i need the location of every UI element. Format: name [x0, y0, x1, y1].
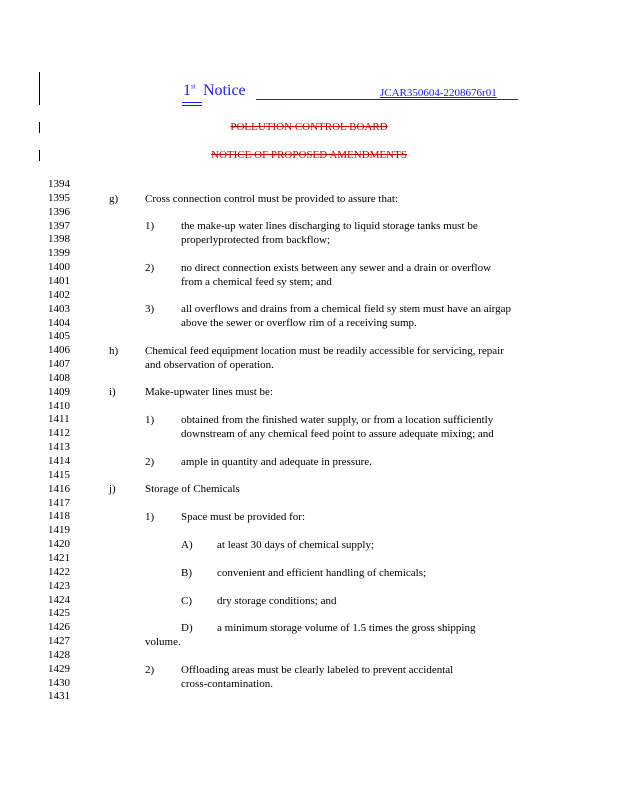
line-number: 1406 [48, 344, 70, 357]
line-number: 1415 [48, 468, 70, 481]
line-number: 1428 [48, 648, 70, 661]
item-text: downstream of any chemical feed point to assure adequate mixing; and [181, 428, 494, 440]
change-bar [39, 72, 40, 105]
line-number: 1407 [48, 358, 70, 371]
item-label: A) [181, 539, 193, 551]
line-number: 1403 [48, 302, 70, 315]
item-label: g) [109, 193, 119, 205]
item-label: 1) [145, 414, 155, 426]
item-text: and observation of operation. [145, 359, 274, 371]
item-label: C) [181, 595, 192, 607]
line-number: 1397 [48, 219, 70, 232]
double-underline [182, 102, 202, 103]
line-number: 1409 [48, 385, 70, 398]
notice-subtitle: NOTICE OF PROPOSED AMENDMENTS [211, 149, 407, 161]
line-number: 1411 [48, 413, 70, 426]
item-text: Cross connection control must be provided to assure that: [145, 193, 398, 205]
line-number: 1405 [48, 330, 70, 343]
item-text: Offloading areas must be clearly labeled to prevent accidental [181, 664, 454, 676]
item-text: from a chemical feed sy stem; and [181, 276, 332, 288]
line-number: 1429 [48, 662, 70, 675]
line-number: 1418 [48, 510, 70, 523]
line-number: 1399 [48, 247, 70, 260]
item-label: 1) [145, 220, 155, 232]
item-label: 2) [145, 456, 155, 468]
item-text: above the sewer or overflow rim of a receiving sump. [181, 317, 417, 329]
item-label: i) [109, 386, 116, 398]
item-text: ample in quantity and adequate in pressure. [181, 456, 372, 468]
notice-superscript: st [191, 82, 196, 91]
item-text: the make-up water lines discharging to liquid storage tanks must be [181, 220, 478, 232]
notice-number: 1st [183, 82, 196, 99]
item-label: D) [181, 622, 193, 634]
item-text: obtained from the finished water supply, or from a location sufficiently [181, 414, 494, 426]
line-number: 1422 [48, 565, 70, 578]
line-number: 1431 [48, 690, 70, 703]
double-underline [182, 105, 202, 106]
line-number: 1412 [48, 427, 70, 440]
line-number: 1404 [48, 316, 70, 329]
line-number: 1417 [48, 496, 70, 509]
line-number: 1423 [48, 579, 70, 592]
item-text: Make-upwater lines must be: [145, 386, 273, 398]
item-text: no direct connection exists between any sewer and a drain or overflow [181, 262, 492, 274]
item-label: 1) [145, 511, 155, 523]
header-underline [256, 99, 518, 100]
line-number: 1426 [48, 621, 70, 634]
item-label: B) [181, 567, 192, 579]
item-label: 2) [145, 262, 155, 274]
item-text: cross-contamination. [181, 678, 273, 690]
line-number: 1395 [48, 191, 70, 204]
line-number: 1427 [48, 635, 70, 648]
line-number: 1396 [48, 205, 70, 218]
item-label: 2) [145, 664, 155, 676]
item-text: properlyprotected from backflow; [181, 234, 331, 246]
line-number: 1400 [48, 261, 70, 274]
item-text: Space must be provided for: [181, 511, 306, 523]
line-number: 1414 [48, 455, 70, 467]
line-number: 1421 [48, 551, 70, 564]
line-number: 1401 [48, 274, 70, 287]
item-text: at least 30 days of chemical supply; [217, 539, 375, 551]
board-title: POLLUTION CONTROL BOARD [230, 121, 388, 133]
item-label: h) [109, 345, 119, 357]
item-label: j) [109, 483, 116, 495]
item-text: convenient and efficient handling of chemicals; [217, 567, 427, 579]
item-text: a minimum storage volume of 1.5 times the gross shipping [217, 622, 476, 634]
item-label: 3) [145, 303, 155, 315]
item-text: Storage of Chemicals [145, 483, 240, 495]
line-number: 1408 [48, 371, 70, 384]
notice-word: Notice [203, 82, 246, 99]
item-text: all overflows and drains from a chemical field sy stem must have an airgap [181, 303, 511, 315]
line-number: 1398 [48, 233, 70, 246]
item-text: Chemical feed equipment location must be readily accessible for servicing, repair [145, 345, 504, 357]
line-number: 1424 [48, 593, 70, 606]
line-number: 1430 [48, 676, 70, 689]
document-code: JCAR350604-2208676r01 [380, 87, 497, 99]
item-text: dry storage conditions; and [217, 595, 337, 607]
line-number: 1402 [48, 288, 70, 301]
line-number: 1420 [48, 538, 70, 551]
line-number: 1425 [48, 607, 70, 620]
line-number: 1394 [48, 178, 70, 190]
line-number: 1413 [48, 441, 70, 454]
line-number: 1416 [48, 482, 70, 495]
line-number: 1419 [48, 524, 70, 537]
item-text: volume. [145, 636, 181, 648]
line-number: 1410 [48, 399, 70, 412]
